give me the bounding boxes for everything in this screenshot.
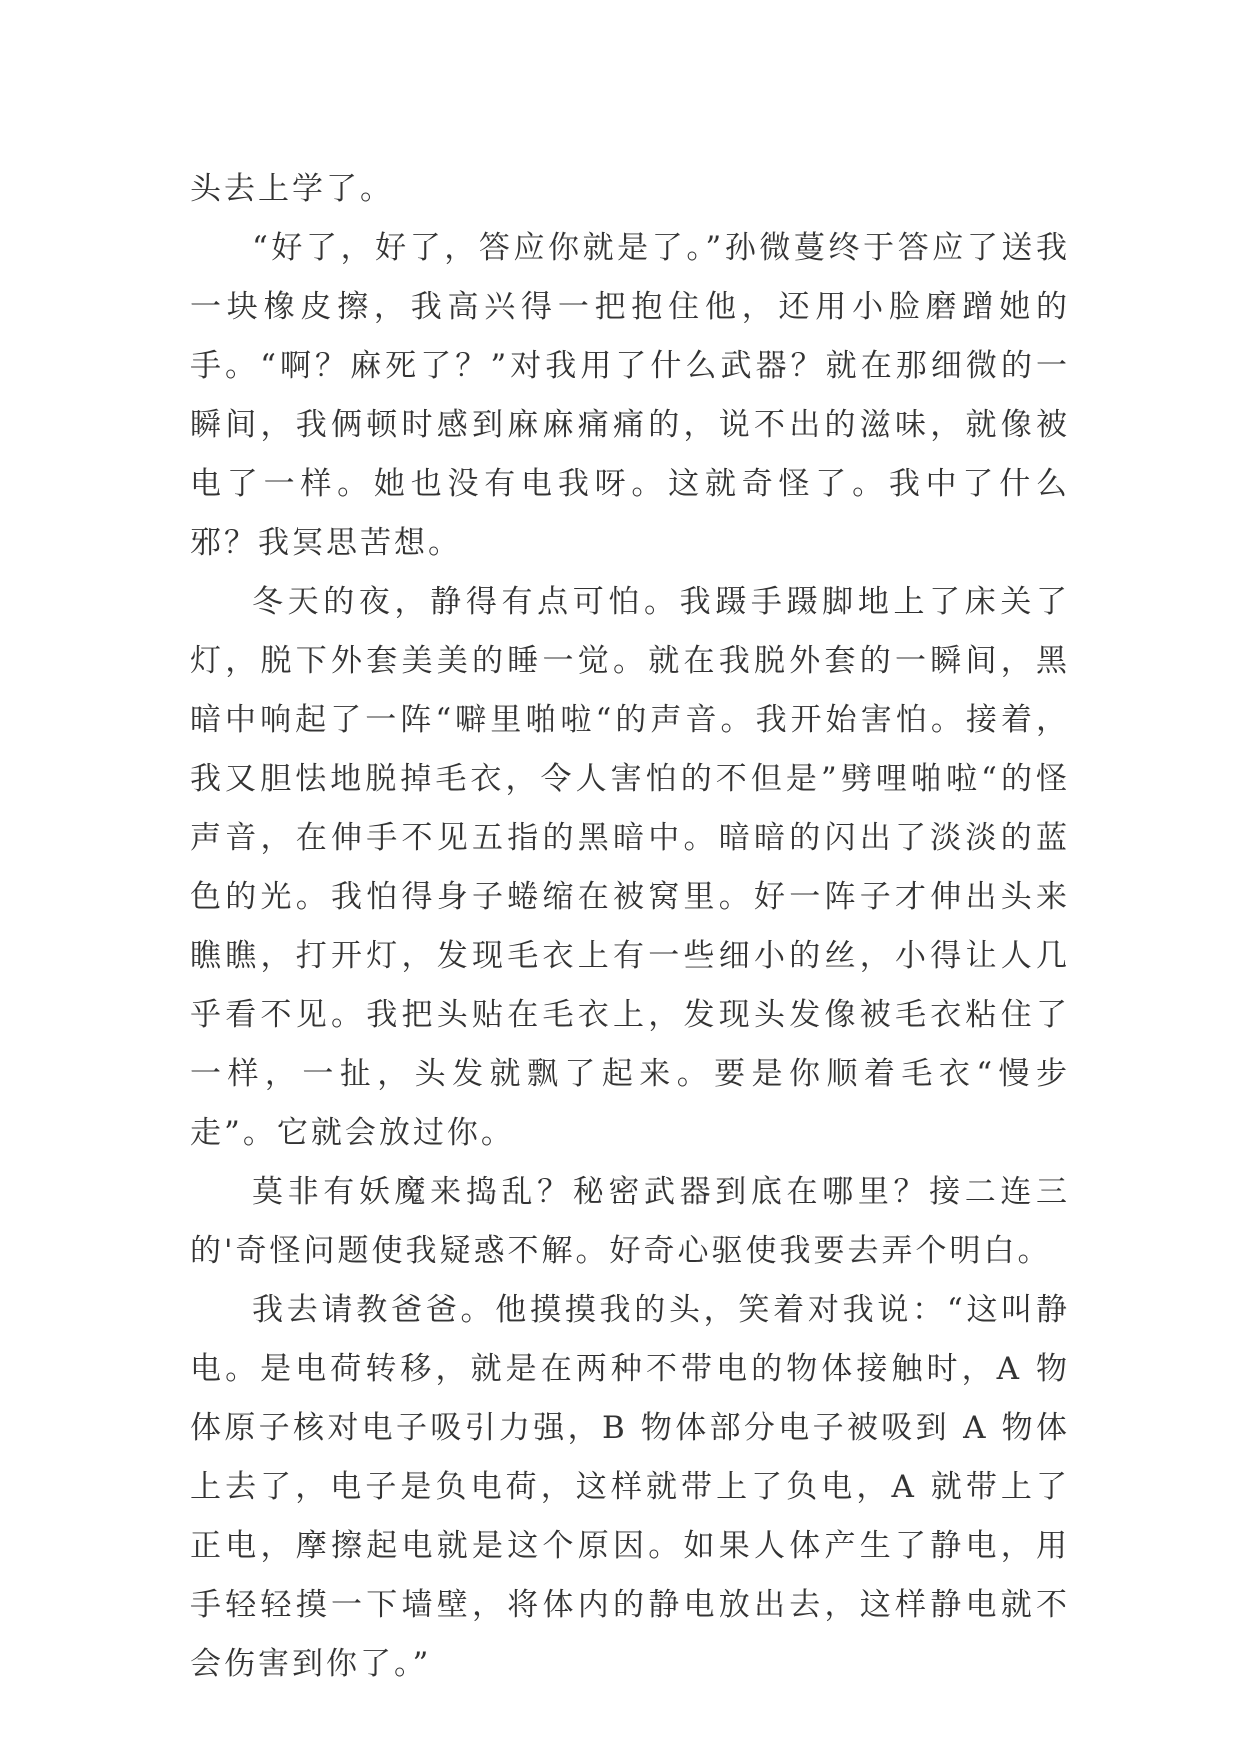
document-body	[190, 160, 1070, 1694]
paragraph-explanation: 我去请教爸爸。他摸摸我的头，笑着对我说：“这叫静电。是电荷转移，就是在两种不带电的物体接触时，A 物体原子核对电子吸引力强，B 物体部分电子被吸到 A 物体上去了，电子是负电荷，这样就带上了负电，A 就带上了正电，摩擦起电就是这个原因。如果人体产生了静电，用手轻轻摸一下墙壁，将体内的静电放出去，这样静电就不会伤害到你了。”	[190, 1292, 1070, 1682]
paragraph-questions: 莫非有妖魔来捣乱？秘密武器到底在哪里？接二连三的'奇怪问题使我疑惑不解。好奇心驱使我要去弄个明白。	[190, 1174, 1070, 1269]
paragraph-continuation: 头去上学了。	[190, 171, 394, 207]
paragraph-eraser-shock: “好了，好了，答应你就是了。”孙微蔓终于答应了送我一块橡皮擦，我高兴得一把抱住他，还用小脸磨蹭她的手。“啊？麻死了？”对我用了什么武器？就在那细微的一瞬间，我俩顿时感到麻麻痛痛的，说不出的滋味，就像被电了一样。她也没有电我呀。这就奇怪了。我中了什么邪？我冥思苦想。	[190, 230, 1070, 561]
paragraph-winter-night: 冬天的夜，静得有点可怕。我蹑手蹑脚地上了床关了灯，脱下外套美美的睡一觉。就在我脱外套的一瞬间，黑暗中响起了一阵“噼里啪啦“的声音。我开始害怕。接着，我又胆怯地脱掉毛衣，令人害怕的不但是”劈哩啪啦“的怪声音，在伸手不见五指的黑暗中。暗暗的闪出了淡淡的蓝色的光。我怕得身子蜷缩在被窝里。好一阵子才伸出头来瞧瞧，打开灯，发现毛衣上有一些细小的丝，小得让人几乎看不见。我把头贴在毛衣上，发现头发像被毛衣粘住了一样，一扯，头发就飘了起来。要是你顺着毛衣“慢步走”。它就会放过你。	[190, 584, 1070, 1151]
